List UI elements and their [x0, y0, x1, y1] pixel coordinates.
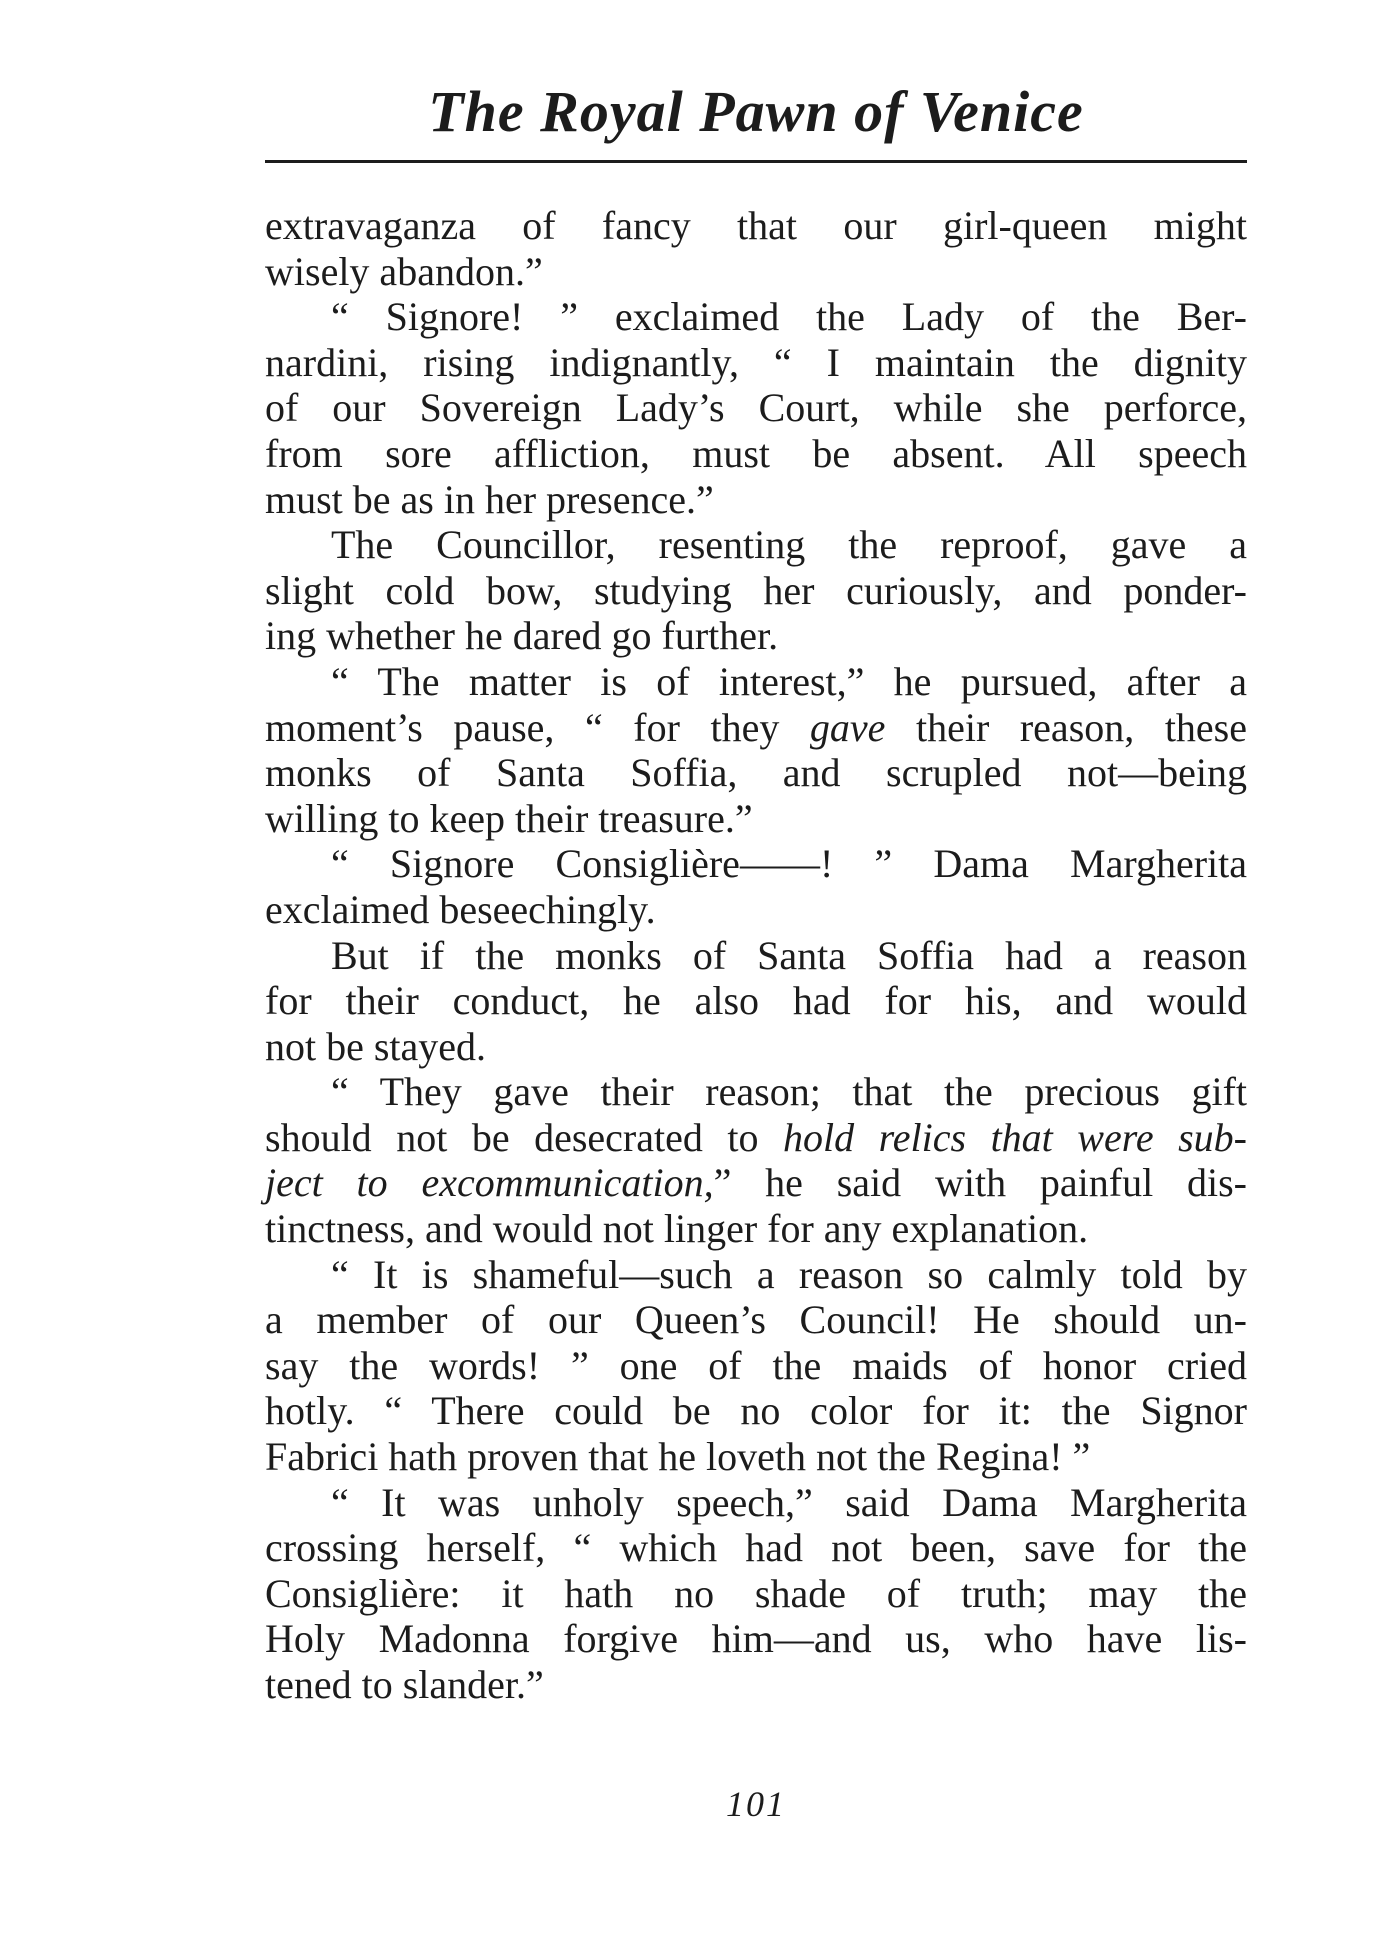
line: “ It is shameful—such a reason so calmly told by: [331, 1251, 1247, 1297]
line: Fabrici hath proven that he loveth not the Regina! ”: [265, 1434, 1091, 1480]
header-rule: [265, 160, 1247, 163]
line: extravaganza of fancy that our girl-queen might: [265, 203, 1247, 248]
line-block: [265, 1571, 1247, 1617]
line: “ They gave their reason; that the precious gift: [331, 1069, 1247, 1115]
line: The Councillor, resenting the reproof, gave a: [331, 522, 1247, 568]
line-block: [265, 1434, 1247, 1480]
line-block: [265, 385, 1247, 431]
line: of our Sovereign Lady’s Court, while she perforce,: [265, 385, 1247, 431]
paragraph-4: [265, 659, 1247, 705]
line: “ Signore Consiglière——! ” Dama Margherita: [331, 841, 1247, 887]
line: monks of Santa Soffia, and scrupled not—being: [265, 750, 1247, 796]
line-block: [265, 1160, 1247, 1206]
line-block: [265, 1343, 1247, 1389]
emphasis: hold relics that were sub-: [783, 1114, 1247, 1160]
line-block: [265, 1206, 1247, 1252]
line-block: [265, 1115, 1247, 1161]
line: “ The matter is of interest,” he pursued, after a: [331, 658, 1247, 704]
emphasis: ject to excommunication,: [265, 1160, 714, 1206]
line-block: [265, 887, 1247, 933]
line: crossing herself, “ which had not been, save for the: [265, 1525, 1247, 1571]
line: tinctness, and would not linger for any explanation.: [265, 1206, 1089, 1252]
line: Consiglière: it hath no shade of truth; may the: [265, 1570, 1247, 1616]
line-part: ” he said with painful dis-: [713, 1160, 1247, 1206]
line-block: [265, 431, 1247, 477]
line-block: [265, 750, 1247, 796]
paragraph-7: [265, 1069, 1247, 1115]
line-block: [265, 568, 1247, 614]
line-part: should not be desecrated to: [265, 1114, 784, 1160]
line-block: [265, 613, 1247, 659]
paragraph-3: [265, 522, 1247, 568]
line-block: [265, 796, 1247, 842]
line-block: [265, 1525, 1247, 1571]
line: “ Signore! ” exclaimed the Lady of the Ber-: [331, 294, 1247, 340]
line-block: [265, 978, 1247, 1024]
line: Holy Madonna forgive him—and us, who have lis-: [265, 1616, 1247, 1662]
running-title: The Royal Pawn of Venice: [428, 79, 1084, 144]
paragraph-2: [265, 294, 1247, 340]
line: But if the monks of Santa Soffia had a reason: [331, 932, 1247, 978]
line: nardini, rising indignantly, “ I maintain the dignity: [265, 339, 1247, 385]
line: wisely abandon.”: [265, 248, 543, 294]
line-block: [265, 340, 1247, 386]
line: “ It was unholy speech,” said Dama Margherita: [331, 1479, 1247, 1525]
paragraph-9: [265, 1480, 1247, 1526]
body-text: [265, 203, 1247, 1708]
line-part: moment’s pause, “ for they: [265, 704, 810, 750]
line: willing to keep their treasure.”: [265, 795, 753, 841]
line: say the words! ” one of the maids of honor cried: [265, 1342, 1247, 1388]
emphasis: gave: [809, 704, 886, 750]
line-block: [265, 477, 1247, 523]
paragraph-5: [265, 841, 1247, 887]
line-block: [265, 1616, 1247, 1662]
line: must be as in her presence.”: [265, 476, 714, 522]
line: tened to slander.”: [265, 1662, 544, 1707]
line-part: their reason, these: [885, 704, 1248, 750]
line-block: [265, 1024, 1247, 1070]
line: slight cold bow, studying her curiously, and ponder-: [265, 567, 1247, 613]
line: from sore affliction, must be absent. All speech: [265, 430, 1247, 476]
paragraph-1: [265, 203, 1247, 249]
paragraph-1-end: [265, 249, 1247, 295]
page-number: 101: [726, 1784, 786, 1824]
line: for their conduct, he also had for his, and would: [265, 978, 1247, 1024]
line-block: [265, 1388, 1247, 1434]
paragraph-6: [265, 933, 1247, 979]
line: not be stayed.: [265, 1023, 487, 1069]
line: exclaimed beseechingly.: [265, 886, 656, 932]
line-block: [265, 1662, 1247, 1708]
line-block: [265, 705, 1247, 751]
line: hotly. “ There could be no color for it: the Signor: [265, 1388, 1247, 1434]
paragraph-8: [265, 1252, 1247, 1298]
line: ing whether he dared go further.: [265, 613, 779, 659]
line: a member of our Queen’s Council! He should un-: [265, 1297, 1247, 1343]
line-block: [265, 1297, 1247, 1343]
